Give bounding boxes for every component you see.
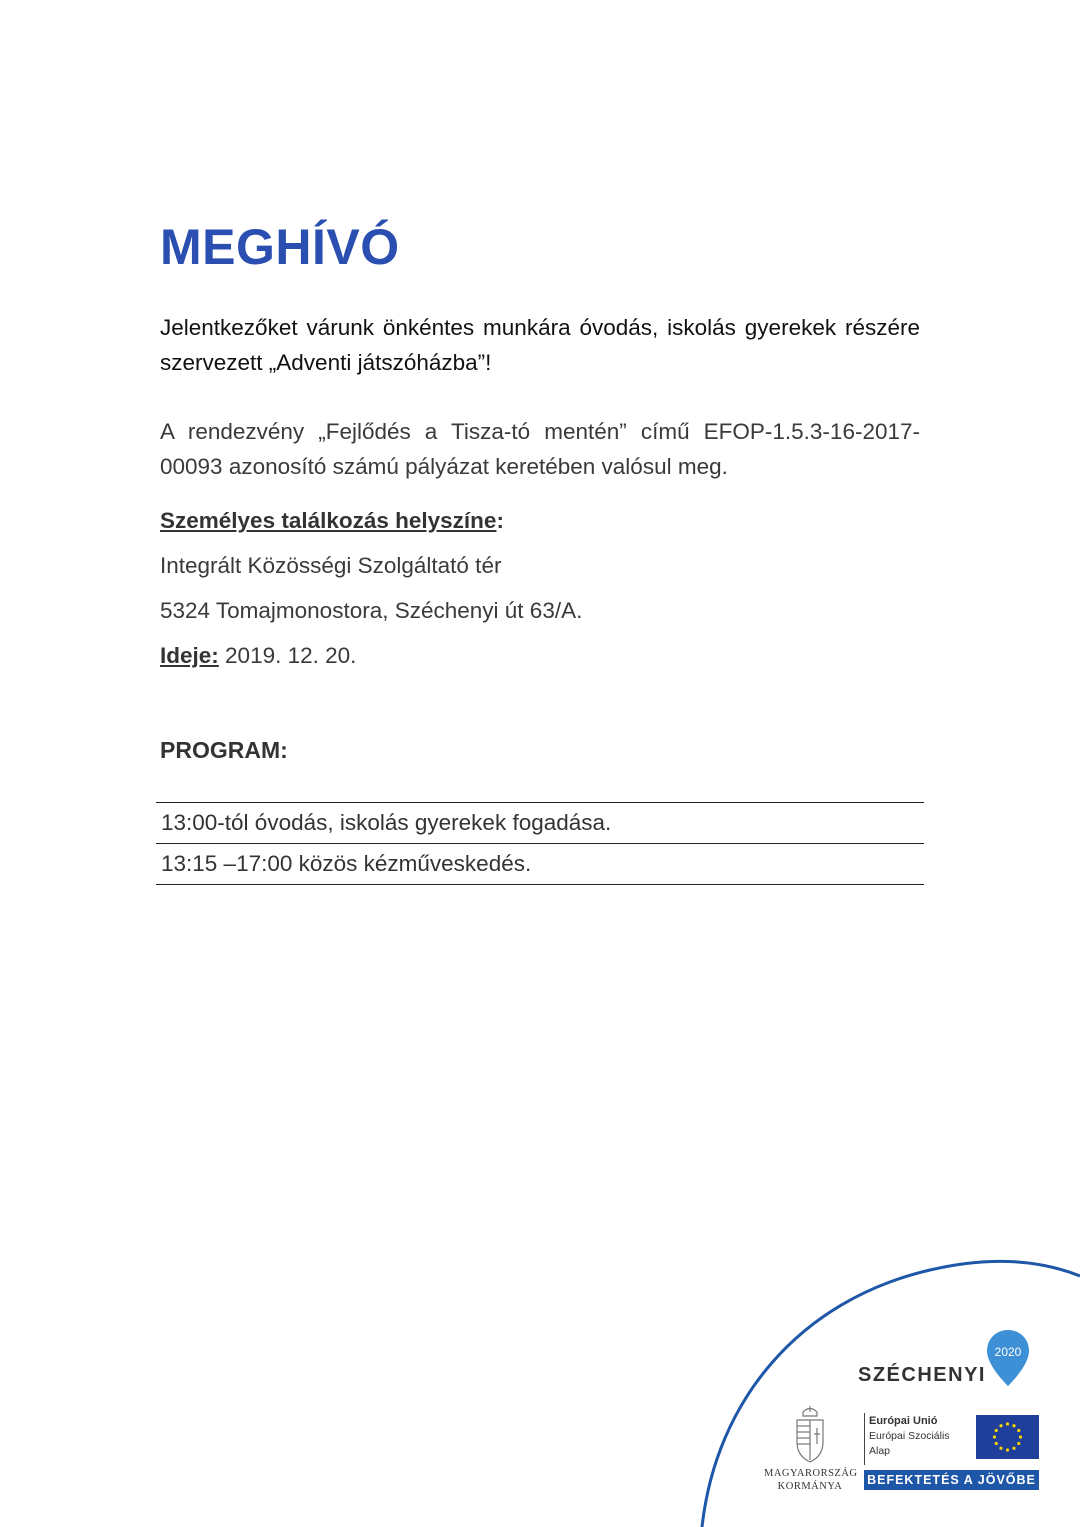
eu-star	[1019, 1435, 1022, 1438]
eu-fund-line2: Alap	[869, 1445, 891, 1457]
venue-heading-line	[160, 508, 504, 534]
eu-star	[1012, 1424, 1015, 1427]
eu-fund-line1: Európai Szociális	[869, 1430, 950, 1442]
pin-year-label: 2020	[994, 1345, 1022, 1359]
venue-name: Integrált Közösségi Szolgáltató tér	[160, 553, 502, 578]
logo-divider	[864, 1413, 865, 1465]
program-title: PROGRAM:	[160, 737, 288, 763]
venue-address: 5324 Tomajmonostora, Széchenyi út 63/A.	[160, 598, 583, 623]
page-title: MEGHÍVÓ	[160, 219, 400, 275]
intro-paragraph: Jelentkezőket várunk önkéntes munkára óvodás, iskolás gyerekek részére szervezett „Adventi játszóházba”!	[160, 315, 920, 375]
eu-star	[1006, 1448, 1009, 1451]
date-line	[160, 643, 356, 669]
eu-star	[993, 1435, 996, 1438]
program-table	[156, 802, 924, 885]
eu-star	[999, 1424, 1002, 1427]
location-pin-icon	[984, 1328, 1032, 1388]
eu-star	[999, 1447, 1002, 1450]
eu-flag-icon	[976, 1415, 1039, 1459]
date-value: 2019. 12. 20.	[225, 643, 357, 668]
eu-star	[1017, 1442, 1020, 1445]
eu-star	[995, 1429, 998, 1432]
eu-star	[995, 1442, 998, 1445]
venue-heading-colon: :	[496, 508, 504, 533]
gov-line2: KORMÁNYA	[777, 1481, 843, 1492]
program-row: 13:15 –17:00 közös kézműveskedés.	[156, 843, 924, 885]
program-row: 13:00-tól óvodás, iskolás gyerekek fogadása.	[156, 802, 924, 843]
date-label: Ideje:	[160, 643, 219, 668]
gov-line1: MAGYARORSZÁG	[764, 1468, 858, 1479]
hungarian-coat-of-arms-icon	[792, 1404, 828, 1464]
eu-text	[869, 1414, 950, 1459]
eu-star	[1017, 1429, 1020, 1432]
investment-slogan-banner: BEFEKTETÉS A JÖVŐBE	[864, 1470, 1039, 1490]
szechenyi-logo-text: SZÉCHENYI	[858, 1364, 986, 1386]
eu-star	[1006, 1422, 1009, 1425]
government-logo-text	[764, 1467, 856, 1493]
project-paragraph: A rendezvény „Fejlődés a Tisza-tó mentén” című EFOP-1.5.3-16-2017-00093 azonosító számú pályázat keretében valósul meg.	[160, 419, 920, 479]
eu-title: Európai Unió	[869, 1415, 938, 1427]
venue-heading: Személyes találkozás helyszíne	[160, 508, 497, 533]
eu-star	[1012, 1447, 1015, 1450]
